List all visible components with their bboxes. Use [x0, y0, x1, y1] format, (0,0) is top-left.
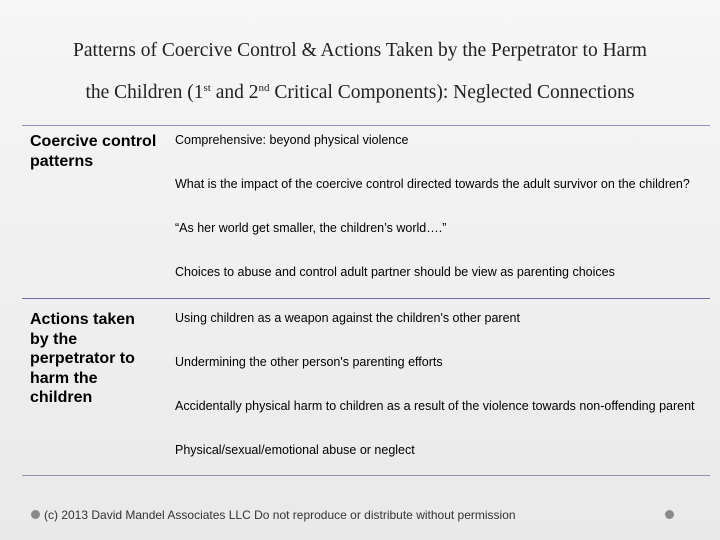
- section-item: Accidentally physical harm to children as a result of the violence towards non-offending parent: [175, 399, 695, 413]
- slide-title: [0, 30, 720, 114]
- section-item: “As her world get smaller, the children’s world….”: [175, 221, 447, 235]
- table-top-border: [22, 125, 710, 126]
- title-line-1: Patterns of Coercive Control & Actions Taken by the Perpetrator to Harm: [73, 40, 647, 61]
- section-divider: [22, 298, 710, 299]
- section-item: Using children as a weapon against the children's other parent: [175, 311, 520, 325]
- title-superscript-st: st: [203, 82, 211, 94]
- footer-bullet-icon: [31, 510, 40, 519]
- title-line-2: [0, 72, 720, 114]
- title-line-2-end: Critical Components): Neglected Connections: [269, 82, 635, 103]
- section-label-actions-taken: Actions taken by the perpetrator to harm the children: [30, 311, 135, 406]
- section-item: Undermining the other person's parenting efforts: [175, 355, 443, 369]
- table-bottom-border: [22, 475, 710, 476]
- title-line-2-middle: and 2: [210, 82, 259, 103]
- slide-corner-dot-icon: [665, 510, 674, 519]
- section-label-coercive-control: Coercive control patterns: [30, 133, 157, 170]
- section-item: Physical/sexual/emotional abuse or neglect: [175, 443, 415, 457]
- section-item: Comprehensive: beyond physical violence: [175, 133, 409, 147]
- section-item: What is the impact of the coercive control directed towards the adult survivor on the children?: [175, 177, 690, 191]
- section-item: Choices to abuse and control adult partner should be view as parenting choices: [175, 265, 615, 279]
- footer-copyright: (c) 2013 David Mandel Associates LLC Do not reproduce or distribute without permission: [44, 508, 516, 522]
- title-superscript-nd: nd: [258, 82, 270, 94]
- title-line-2-start: the Children (1: [85, 82, 204, 103]
